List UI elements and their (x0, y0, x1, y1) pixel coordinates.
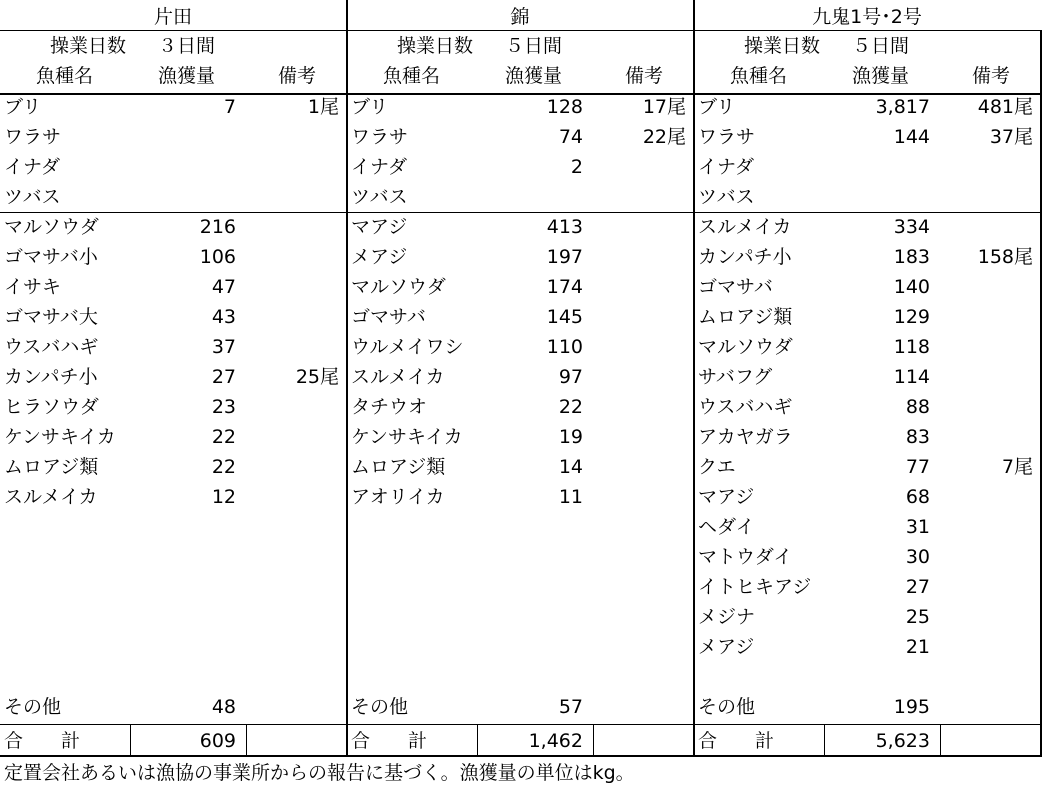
catch-value: 144 (893, 126, 930, 148)
total-label: 合 計 (351, 730, 428, 752)
catch-value: 114 (893, 366, 930, 388)
species-name: ブリ (351, 96, 389, 118)
catch-value: 22 (211, 456, 236, 478)
catch-value: 68 (905, 486, 930, 508)
note-value (596, 332, 686, 362)
species-name: ブリ (4, 96, 42, 118)
species-name: ブリ (698, 96, 736, 118)
operating-days-label: 操業日数 (50, 35, 127, 57)
note-value (596, 182, 686, 212)
catch-value: 2 (570, 156, 583, 178)
species-name: サバフグ (698, 366, 773, 388)
note-value (943, 152, 1033, 182)
header-catch: 漁獲量 (505, 65, 563, 87)
species-name: マアジ (698, 486, 755, 508)
note-value (943, 572, 1033, 602)
footnote: 定置会社あるいは漁協の事業所からの報告に基づく。漁獲量の単位はkg。 (4, 762, 635, 784)
species-name: ゴマサバ (351, 306, 426, 328)
note-value (943, 542, 1033, 572)
note-value (943, 482, 1033, 512)
species-name: イナダ (698, 156, 755, 178)
species-name: マルソウダ (351, 276, 446, 298)
note-value (596, 152, 686, 182)
species-name: ウスバハギ (698, 396, 793, 418)
catch-value: 37 (211, 336, 236, 358)
catch-value: 47 (211, 276, 236, 298)
note-value (943, 632, 1033, 662)
total-row-divider (477, 724, 478, 756)
catch-value (483, 182, 583, 212)
note-value (596, 242, 686, 272)
species-name: カンパチ小 (698, 246, 792, 268)
species-name: スルメイカ (4, 486, 98, 508)
species-name: ゴマサバ小 (4, 246, 98, 268)
catch-value: 97 (558, 366, 583, 388)
catch-value: 77 (905, 456, 930, 478)
header-note: 備考 (278, 65, 317, 87)
location-name: 錦 (510, 6, 530, 28)
location-name: 九鬼1号･2号 (812, 6, 922, 28)
total-top-line (0, 724, 1042, 725)
catch-value (830, 182, 930, 212)
note-value (596, 272, 686, 302)
catch-value: 19 (558, 426, 583, 448)
total-label: 合 計 (698, 730, 775, 752)
catch-value: 174 (546, 276, 583, 298)
catch-value: 25 (905, 606, 930, 628)
header-catch: 漁獲量 (158, 65, 216, 87)
species-name: ツバス (4, 186, 61, 208)
catch-value: 197 (546, 246, 583, 268)
note-value (249, 212, 339, 242)
species-name: マアジ (351, 216, 408, 238)
species-name: タチウオ (351, 396, 428, 418)
species-name: ウスバハギ (4, 336, 99, 358)
species-name: ムロアジ類 (351, 456, 446, 478)
total-label: 合 計 (4, 730, 81, 752)
species-name: イナダ (4, 156, 61, 178)
species-name: ゴマサバ大 (4, 306, 98, 328)
catch-value: 22 (558, 396, 583, 418)
note-value (943, 512, 1033, 542)
total-row-divider (130, 724, 131, 756)
other-catch-value: 195 (893, 696, 930, 718)
catch-value: 183 (893, 246, 930, 268)
note-value (943, 422, 1033, 452)
catch-value (136, 152, 236, 182)
catch-value: 12 (211, 486, 236, 508)
note-value (943, 602, 1033, 632)
total-bottom-line (0, 755, 1042, 757)
total-catch-value: 1,462 (528, 730, 583, 752)
catch-value: 74 (558, 126, 583, 148)
note-value: 22尾 (642, 126, 686, 148)
note-value (249, 272, 339, 302)
species-name: マトウダイ (698, 546, 793, 568)
note-value (249, 302, 339, 332)
note-value: 1尾 (307, 96, 339, 118)
species-name: アオリイカ (351, 486, 445, 508)
species-name: イトヒキアジ (698, 576, 812, 598)
note-value (596, 302, 686, 332)
catch-value: 21 (905, 636, 930, 658)
other-species-label: その他 (351, 696, 409, 718)
species-name: ツバス (351, 186, 408, 208)
catch-value: 3,817 (875, 96, 930, 118)
other-species-label: その他 (4, 696, 62, 718)
note-value: 17尾 (642, 96, 686, 118)
operating-days-label: 操業日数 (397, 35, 474, 57)
species-name: スルメイカ (351, 366, 445, 388)
header-species: 魚種名 (36, 65, 94, 87)
species-name: ゴマサバ (698, 276, 773, 298)
catch-value (136, 182, 236, 212)
species-name: メアジ (351, 246, 408, 268)
catch-value: 31 (905, 516, 930, 538)
other-species-label: その他 (698, 696, 756, 718)
catch-value: 110 (546, 336, 583, 358)
species-name: ワラサ (351, 126, 409, 148)
header-note: 備考 (625, 65, 664, 87)
other-catch-value: 57 (558, 696, 583, 718)
total-row-divider (824, 724, 825, 756)
catch-value: 88 (905, 396, 930, 418)
note-value (249, 242, 339, 272)
catch-value: 83 (905, 426, 930, 448)
species-name: イサキ (4, 276, 62, 298)
note-value: 37尾 (989, 126, 1033, 148)
species-name: ワラサ (698, 126, 756, 148)
column-divider (693, 0, 695, 756)
catch-value: 27 (211, 366, 236, 388)
total-row-divider (593, 724, 594, 756)
note-value (596, 392, 686, 422)
note-value (249, 452, 339, 482)
note-value (249, 152, 339, 182)
total-catch-value: 5,623 (875, 730, 930, 752)
species-name: ヒラソウダ (4, 396, 99, 418)
species-name: ムロアジ類 (4, 456, 99, 478)
operating-days-value: ３日間 (158, 35, 216, 57)
catch-value: 30 (905, 546, 930, 568)
species-name: ケンサキイカ (4, 426, 116, 448)
total-row-divider (246, 724, 247, 756)
note-value: 25尾 (295, 366, 339, 388)
note-value: 158尾 (977, 246, 1033, 268)
header-species: 魚種名 (383, 65, 441, 87)
other-catch-value: 48 (211, 696, 236, 718)
header-species: 魚種名 (730, 65, 788, 87)
catch-value: 22 (211, 426, 236, 448)
catch-value: 140 (893, 276, 930, 298)
species-name: イナダ (351, 156, 408, 178)
catch-value: 413 (546, 216, 583, 238)
note-value (943, 392, 1033, 422)
total-catch-value: 609 (199, 730, 236, 752)
operating-days-value: ５日間 (505, 35, 563, 57)
note-value (943, 182, 1033, 212)
catch-value: 106 (199, 246, 236, 268)
note-value (596, 452, 686, 482)
species-name: マルソウダ (698, 336, 793, 358)
note-value: 7尾 (1001, 456, 1033, 478)
note-value (943, 212, 1033, 242)
catch-value: 118 (893, 336, 930, 358)
species-name: アカヤガラ (698, 426, 793, 448)
note-value (596, 482, 686, 512)
catch-value: 14 (558, 456, 583, 478)
note-value (249, 182, 339, 212)
species-name: カンパチ小 (4, 366, 98, 388)
note-value (943, 332, 1033, 362)
catch-value: 11 (558, 486, 583, 508)
species-name: マルソウダ (4, 216, 99, 238)
species-name: ヘダイ (698, 516, 755, 538)
header-bottom-line (0, 93, 1042, 95)
header-catch: 漁獲量 (852, 65, 910, 87)
note-value: 481尾 (977, 96, 1033, 118)
catch-value: 27 (905, 576, 930, 598)
species-name: クエ (698, 456, 736, 478)
note-value (596, 212, 686, 242)
catch-value: 43 (211, 306, 236, 328)
catch-value: 216 (199, 216, 236, 238)
species-name: ウルメイワシ (351, 336, 464, 358)
group-divider-line (0, 212, 1042, 213)
header-note: 備考 (972, 65, 1011, 87)
catch-value (830, 152, 930, 182)
note-value (249, 482, 339, 512)
note-value (249, 122, 339, 152)
operating-days-value: ５日間 (852, 35, 910, 57)
species-name: ツバス (698, 186, 755, 208)
catch-value (136, 122, 236, 152)
species-name: ムロアジ類 (698, 306, 793, 328)
note-value (943, 362, 1033, 392)
catch-value: 128 (546, 96, 583, 118)
note-value (943, 272, 1033, 302)
column-divider (346, 0, 348, 756)
species-name: ワラサ (4, 126, 62, 148)
catch-value: 129 (893, 306, 930, 328)
species-name: メジナ (698, 606, 756, 628)
catch-value: 334 (893, 216, 930, 238)
note-value (596, 362, 686, 392)
note-value (596, 422, 686, 452)
note-value (249, 422, 339, 452)
note-value (249, 332, 339, 362)
location-name: 片田 (153, 6, 192, 28)
total-row-divider (940, 724, 941, 756)
catch-value: 145 (546, 306, 583, 328)
catch-value: 23 (211, 396, 236, 418)
operating-days-label: 操業日数 (744, 35, 821, 57)
species-name: スルメイカ (698, 216, 792, 238)
catch-value: 7 (223, 96, 236, 118)
header-divider-line (0, 30, 1042, 31)
note-value (943, 302, 1033, 332)
note-value (249, 392, 339, 422)
species-name: ケンサキイカ (351, 426, 463, 448)
species-name: メアジ (698, 636, 755, 658)
